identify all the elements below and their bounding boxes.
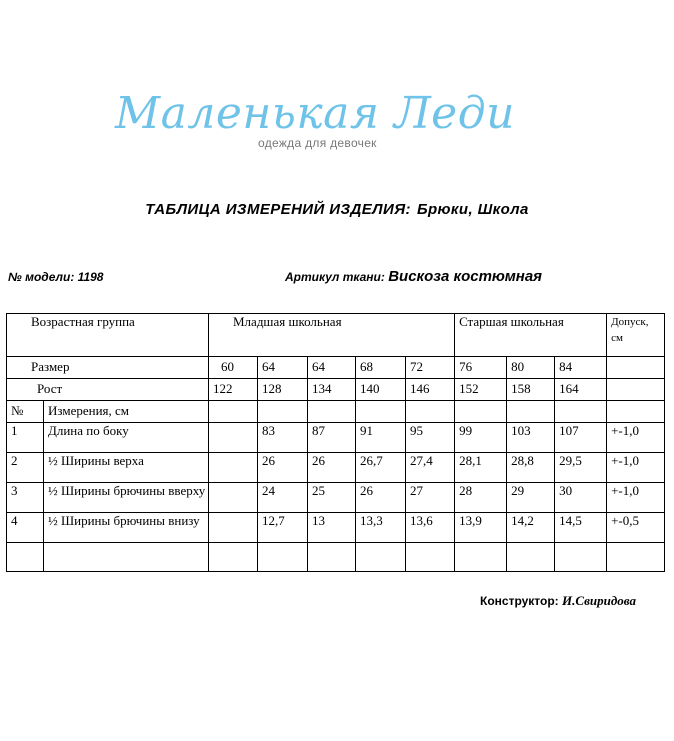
value-cell: 25 [308,483,356,513]
tolerance-cell: +-1,0 [607,483,665,513]
value-cell: 28 [455,483,507,513]
empty-cell [507,401,555,423]
value-cell [209,513,258,543]
value-cell: 107 [555,423,607,453]
value-cell: 13 [308,513,356,543]
value-cell: 99 [455,423,507,453]
fabric-article: Артикул ткани: Вискоза костюмная [285,268,543,285]
title-prefix: ТАБЛИЦА ИЗМЕРЕНИЙ ИЗДЕЛИЯ: [145,201,411,218]
row-name: Длина по боку [44,423,209,453]
value-cell: 91 [356,423,406,453]
empty-cell [607,543,665,572]
row-name: ½ Ширины верха [44,453,209,483]
value-cell: 12,7 [258,513,308,543]
value-cell [209,423,258,453]
empty-cell [209,401,258,423]
height-cell: 128 [258,379,308,401]
row-name: ½ Ширины брючины вверху [44,483,209,513]
empty-cell [507,543,555,572]
height-cell: 158 [507,379,555,401]
size-cell: 68 [356,357,406,379]
size-label: Размер [7,357,209,379]
value-cell [209,453,258,483]
empty-cell [607,379,665,401]
table-row [7,483,665,513]
tolerance-cell: +-1,0 [607,453,665,483]
value-cell: 87 [308,423,356,453]
empty-cell [607,401,665,423]
value-cell: 13,3 [356,513,406,543]
height-cell: 134 [308,379,356,401]
fabric-label: Артикул ткани [285,270,381,284]
table-row [7,423,665,453]
empty-cell [308,401,356,423]
value-cell: 28,1 [455,453,507,483]
value-cell: 29 [507,483,555,513]
empty-cell [209,543,258,572]
title-product: Брюки, Школа [416,201,529,218]
empty-cell [356,543,406,572]
empty-cell [258,543,308,572]
brand-tagline: одежда для девочек [258,136,377,150]
measurements-table [6,313,665,572]
size-cell: 84 [555,357,607,379]
value-cell: 14,5 [555,513,607,543]
group-junior: Младшая школьная [209,314,455,357]
row-number: 1 [7,423,44,453]
table-row-empty [7,543,665,572]
empty-cell [308,543,356,572]
height-cell: 122 [209,379,258,401]
size-cell: 80 [507,357,555,379]
value-cell: 26 [258,453,308,483]
tolerance-cell: +-1,0 [607,423,665,453]
size-cell: 64 [308,357,356,379]
value-cell: 13,9 [455,513,507,543]
table-row [7,513,665,543]
size-cell: 64 [258,357,308,379]
value-cell: 27 [406,483,455,513]
row-number: 2 [7,453,44,483]
empty-cell [455,401,507,423]
num-header: № [7,401,44,423]
height-cell: 164 [555,379,607,401]
empty-cell [44,543,209,572]
brand-logo: Маленькая Леди [115,88,515,139]
height-cell: 152 [455,379,507,401]
empty-cell [258,401,308,423]
fabric-value: Вискоза костюмная [388,268,543,285]
value-cell: 14,2 [507,513,555,543]
value-cell: 103 [507,423,555,453]
value-cell: 13,6 [406,513,455,543]
height-cell: 146 [406,379,455,401]
empty-cell [406,401,455,423]
tolerance-header: Допуск, см [607,314,665,357]
group-senior: Старшая школьная [455,314,607,357]
value-cell: 83 [258,423,308,453]
document-title [0,201,674,218]
value-cell: 24 [258,483,308,513]
age-group-label: Возрастная группа [7,314,209,357]
value-cell: 27,4 [406,453,455,483]
value-cell: 26 [356,483,406,513]
row-number: 4 [7,513,44,543]
value-cell: 26,7 [356,453,406,483]
empty-cell [455,543,507,572]
value-cell: 26 [308,453,356,483]
size-cell: 60 [209,357,258,379]
size-cell: 72 [406,357,455,379]
empty-cell [406,543,455,572]
model-number: № модели: 1198 [8,270,104,284]
height-cell: 140 [356,379,406,401]
value-cell [209,483,258,513]
value-cell: 95 [406,423,455,453]
height-label: Рост [7,379,209,401]
empty-cell [555,543,607,572]
table-row [7,453,665,483]
designer-name: И.Свиридова [562,593,637,608]
value-cell: 28,8 [507,453,555,483]
row-name: ½ Ширины брючины внизу [44,513,209,543]
empty-cell [7,543,44,572]
designer-label: Конструктор: [480,594,559,608]
designer-signature [480,593,636,609]
empty-cell [555,401,607,423]
size-cell: 76 [455,357,507,379]
empty-cell [356,401,406,423]
measures-header: Измерения, см [44,401,209,423]
value-cell: 30 [555,483,607,513]
empty-cell [607,357,665,379]
value-cell: 29,5 [555,453,607,483]
tolerance-cell: +-0,5 [607,513,665,543]
row-number: 3 [7,483,44,513]
